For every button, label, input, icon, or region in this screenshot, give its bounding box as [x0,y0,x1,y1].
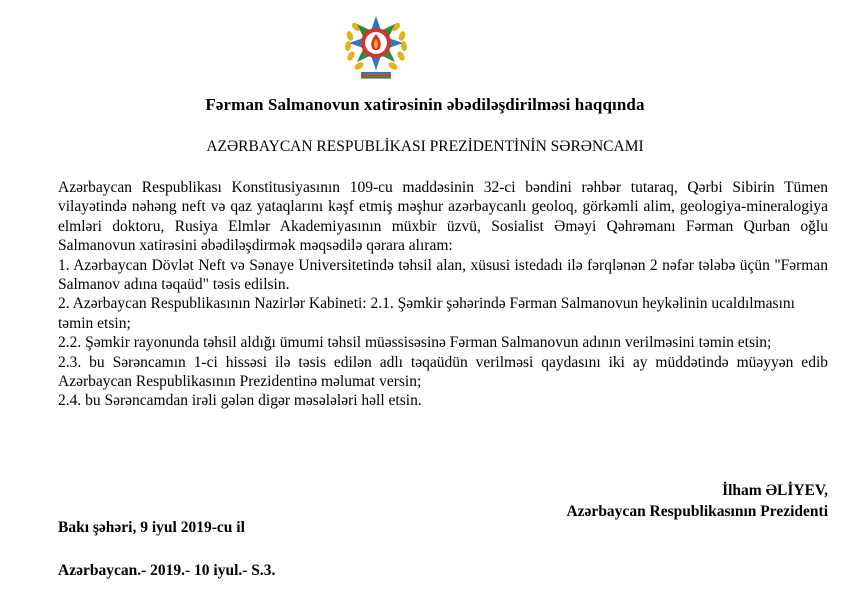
item-2-2 [58,333,828,352]
item-2-3-first-line: 2.3. bu Sərəncamın 1-ci hissəsi ilə təsis edilən adlı təqaüdün verilməsi qaydasını iki ay müddətində [58,353,729,371]
item-2-1: 2.1. Şəmkir şəhərində Fərman Salmanovun heykəlinin ucaldılmasını təmin etsin; [58,295,795,332]
intro-paragraph [58,178,828,256]
item-2-4: 2.4. bu Sərəncamdan irəli gələn digər məsələləri həll etsin. [58,392,422,410]
signature-block [566,480,828,522]
document-body [58,178,828,411]
item-1-continuation: tələbə üçün "Fərman Salmanov adına təqaüd" təsis edilsin. [58,256,828,294]
item-2-2-continuation: təmin etsin; [698,334,772,352]
item-2-3 [58,353,828,392]
coat-of-arms-icon [339,8,413,82]
intro-continuation: Tümen vilayətində nəhəng neft və qaz yataqlarını kəşf etmiş məşhur azərbaycanlı geoloq, görkəmli alim, geologiya-mineralogiya elmləri doktoru, Rusiya Elmlər Akademiyasının müxbir üzvü, Sosialist Əməyi Qəhrəmanı Fərman Qurban oğlu Salmanovun xatirəsini əbədiləşdirmək məqsədilə qərara alıram: [58,179,828,255]
item-2-3-continuation: müəyyən edib Azərbaycan Respublikasının Prezidentinə məlumat versin; [58,353,828,391]
place-and-date: Bakı şəhəri, 9 iyul 2019-cu il [58,519,245,536]
document-subtitle: AZƏRBAYCAN RESPUBLİKASI PREZİDENTİNİN SƏRƏNCAMI [206,138,644,155]
document-title: Fərman Salmanovun xatirəsinin əbədiləşdirilməsi haqqında [205,95,645,114]
intro-first-line: Azərbaycan Respublikası Konstitusiyasının 109-cu maddəsinin 32-ci bəndini rəhbər tutaraq, Qərbi Sibirin [58,179,775,196]
publication-source: Azərbaycan.- 2019.- 10 iyul.- S.3. [58,562,276,579]
signatory-position: Azərbaycan Respublikasının Prezidenti [566,503,828,520]
signatory-name: İlham ƏLİYEV, [722,482,828,499]
item-1 [58,256,828,295]
item-2: 2. Azərbaycan Respublikasının Nazirlər Kabineti: [58,295,367,313]
item-2-2-first-line: 2.2. Şəmkir rayonunda təhsil aldığı ümumi təhsil müəssisəsinə Fərman Salmanovun adının verilməsini [58,334,695,352]
item-1-first-line: 1. Azərbaycan Dövlət Neft və Sənaye Universitetində təhsil alan, xüsusi istedadı ilə fərqlənən 2 nəfər [58,256,694,274]
